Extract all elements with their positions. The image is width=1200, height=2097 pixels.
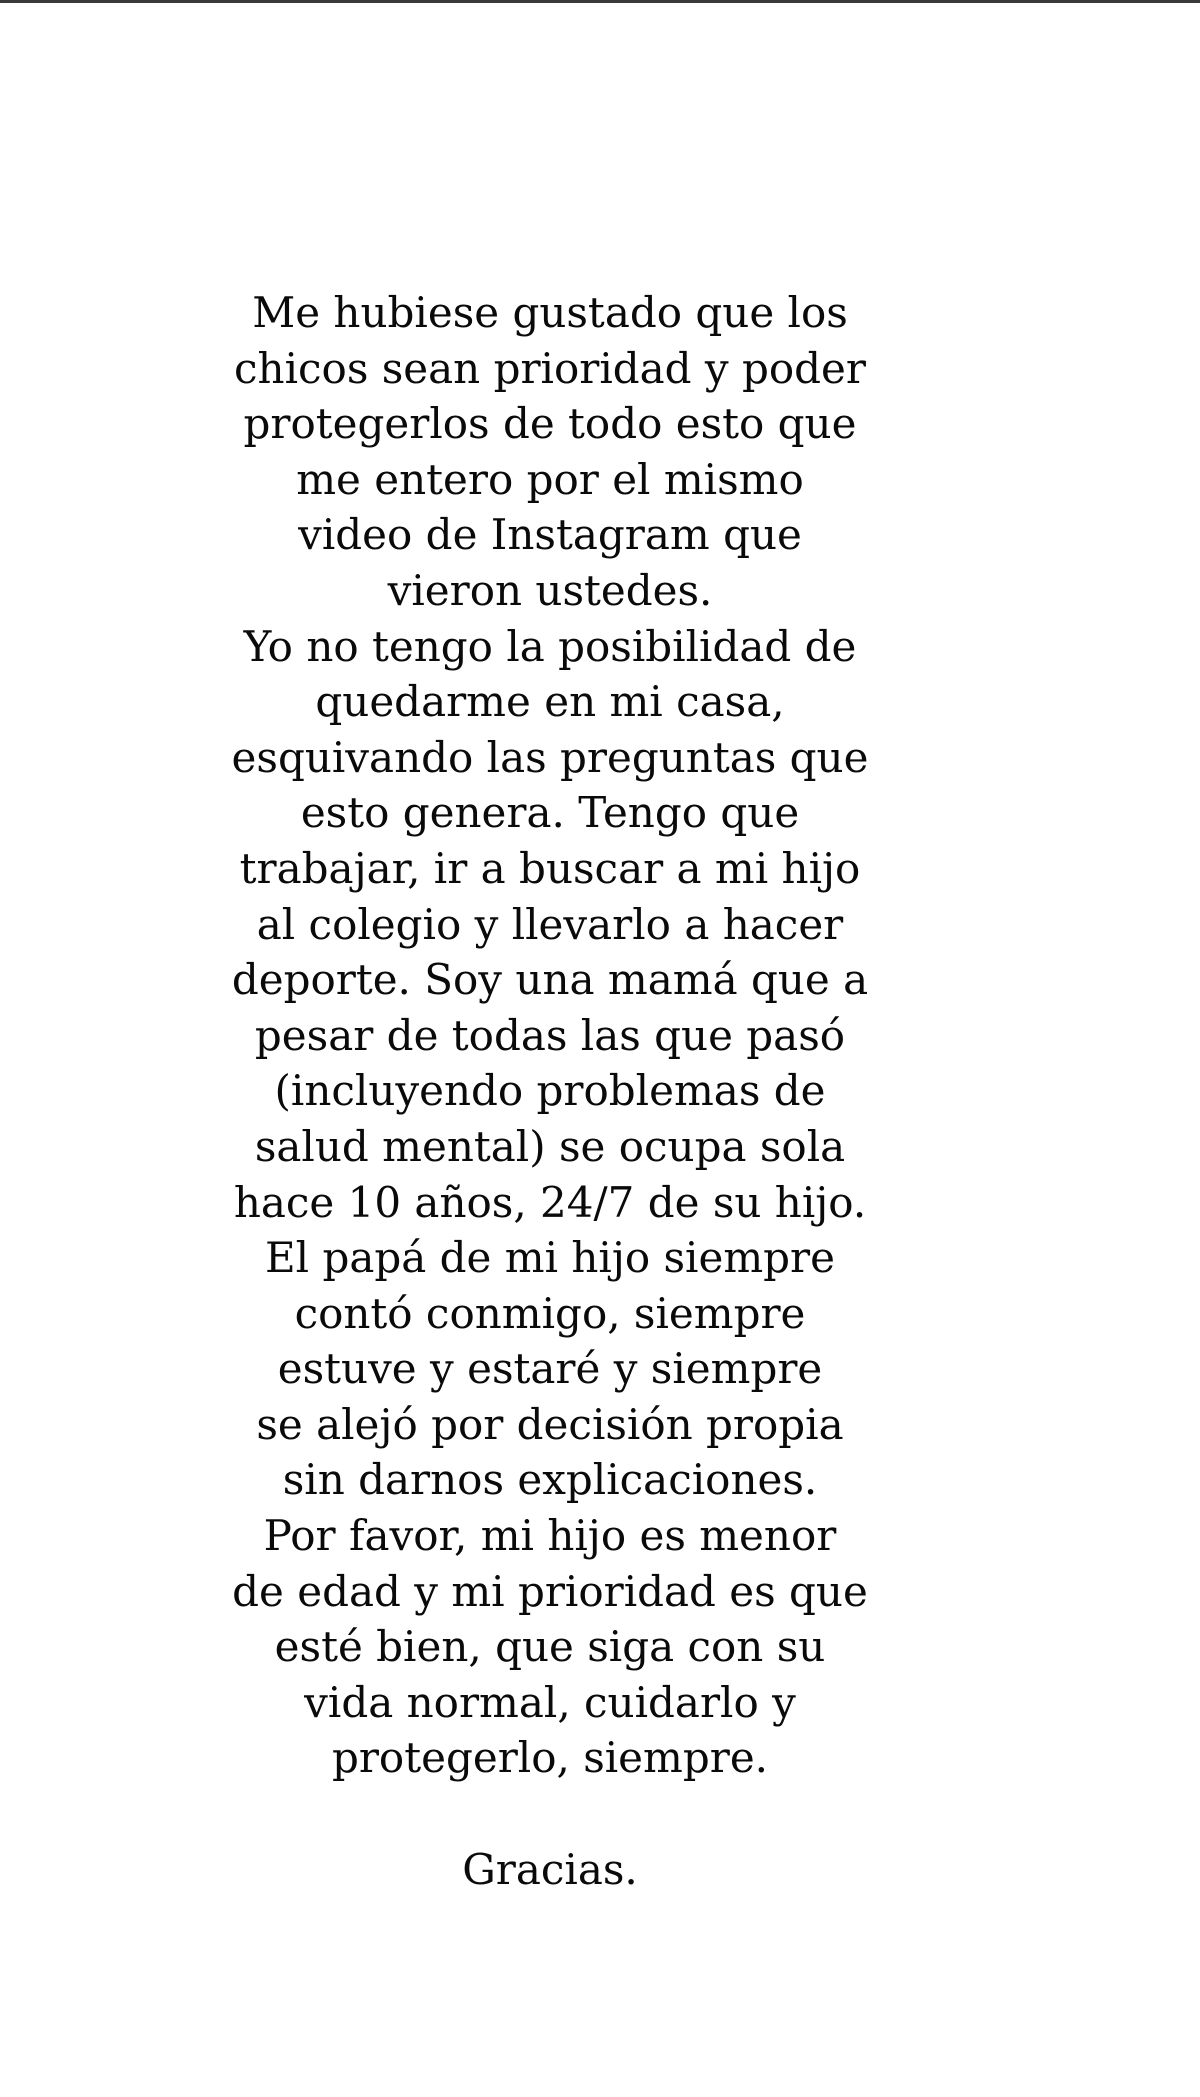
story-line: protegerlos de todo esto que [243, 399, 857, 449]
story-line: El papá de mi hijo siempre [265, 1233, 835, 1283]
story-line: esto genera. Tengo que [300, 788, 800, 838]
story-line: sin darnos explicaciones. [282, 1455, 818, 1505]
story-line: al colegio y llevarlo a hacer [256, 899, 844, 949]
story-line: esté bien, que siga con su [274, 1622, 826, 1672]
story-line: salud mental) se ocupa sola [254, 1121, 846, 1171]
story-line: Por favor, mi hijo es menor [263, 1511, 837, 1561]
story-line: trabajar, ir a buscar a mi hijo [239, 843, 861, 893]
story-line: se alejó por decisión propia [256, 1399, 844, 1449]
paragraph-spacer [160, 1786, 940, 1842]
story-progress-bar [0, 0, 1200, 3]
story-text-block [160, 285, 940, 1897]
story-line: esquivando las preguntas que [231, 732, 869, 782]
story-line: pesar de todas las que pasó [254, 1010, 846, 1060]
story-line: de edad y mi prioridad es que [232, 1566, 868, 1616]
story-line: vieron ustedes. [387, 565, 713, 615]
story-line: video de Instagram que [298, 510, 802, 560]
story-line: estuve y estaré y siempre [277, 1344, 823, 1394]
story-line: (incluyendo problemas de [274, 1066, 826, 1116]
story-line: contó conmigo, siempre [294, 1288, 806, 1338]
story-line: protegerlo, siempre. [331, 1733, 769, 1783]
story-line: me entero por el mismo [296, 454, 804, 504]
story-line: chicos sean prioridad y poder [234, 343, 866, 393]
story-line: deporte. Soy una mamá que a [231, 955, 869, 1005]
story-line: vida normal, cuidarlo y [304, 1677, 796, 1727]
story-closing: Gracias. [462, 1844, 638, 1894]
story-line: quedarme en mi casa, [315, 677, 785, 727]
story-line: hace 10 años, 24/7 de su hijo. [233, 1177, 867, 1227]
story-line: Me hubiese gustado que los [252, 288, 848, 337]
story-line: Yo no tengo la posibilidad de [243, 621, 857, 671]
